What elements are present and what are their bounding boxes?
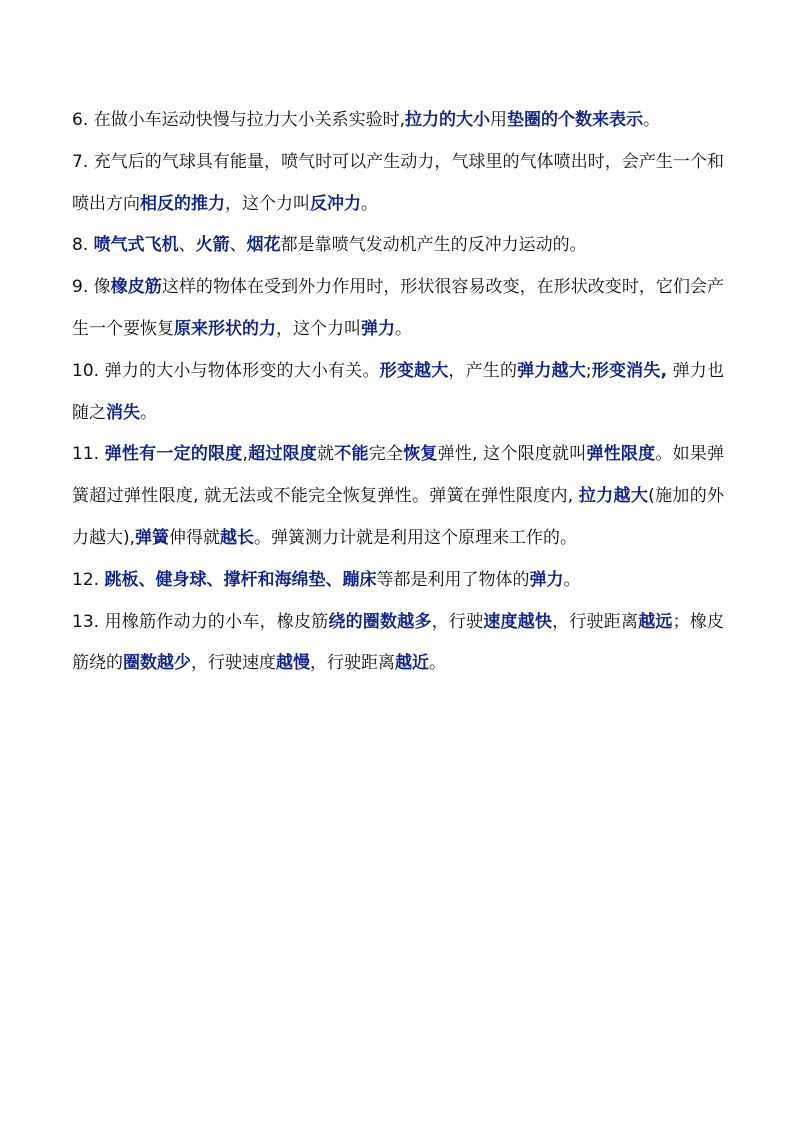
note-text: ，这个力叫	[225, 193, 310, 214]
highlighted-term: 越近	[395, 653, 429, 674]
note-text: ，行驶距离	[552, 611, 639, 632]
highlighted-term: 喷气式飞机	[93, 235, 179, 256]
highlighted-term: 弹性有一定的限度	[104, 444, 243, 465]
highlighted-term: 圈数越少	[123, 653, 191, 674]
note-item-11	[72, 434, 724, 559]
note-text: 。	[395, 318, 412, 339]
note-item-10	[72, 351, 724, 435]
note-text: 完全	[368, 444, 404, 465]
highlighted-term: 反冲力	[310, 193, 361, 214]
note-text: (施加的外力越大),	[72, 486, 725, 548]
highlighted-term: 弹力越大	[517, 360, 586, 381]
note-text: 。	[140, 402, 157, 423]
highlighted-term: 速度越快	[483, 611, 553, 632]
note-text: 弹力也随之	[72, 360, 724, 423]
note-text: ，这个力叫	[276, 318, 361, 339]
highlighted-term: 弹力	[529, 569, 564, 590]
highlighted-term: 消失	[106, 402, 140, 423]
note-text: 。	[361, 193, 378, 214]
highlighted-term: 拉力的大小	[405, 110, 491, 130]
highlighted-term: 越长	[220, 527, 255, 548]
note-text: 。	[429, 653, 446, 674]
note-text: 。如果弹簧超过弹性限度, 就无法或不能完全恢复弹性。弹簧在弹性限度内,	[72, 444, 725, 507]
note-item-8	[72, 225, 724, 267]
note-number: 12.	[72, 569, 100, 590]
note-text: ，行驶	[431, 611, 484, 632]
note-text: 都是靠喷气发动机产生的反冲力运动的。	[280, 235, 587, 256]
note-number: 6.	[72, 110, 89, 130]
highlighted-term: 绕的圈数越多	[328, 611, 432, 632]
highlighted-term: 橡皮筋	[110, 277, 162, 298]
highlighted-term: 形变消失	[591, 360, 661, 381]
highlighted-term: 弹力	[361, 318, 395, 339]
notes-list	[72, 100, 724, 685]
highlighted-term: 不能	[334, 444, 369, 465]
note-number: 11.	[72, 444, 100, 465]
document-page	[72, 100, 724, 685]
highlighted-term: 火箭	[195, 235, 230, 256]
note-item-13	[72, 602, 724, 686]
highlighted-term: 相反的推力	[140, 193, 225, 214]
highlighted-term: 超过限度	[247, 444, 318, 465]
highlighted-term: 恢复	[403, 444, 438, 465]
note-text: 、	[229, 235, 247, 256]
note-number: 8.	[72, 235, 89, 256]
highlighted-term: 垫圈的个数来表示	[507, 110, 644, 130]
highlighted-term: 弹簧	[135, 527, 170, 548]
note-text: 等都是利用了物体的	[376, 569, 530, 590]
note-text: 、	[178, 235, 196, 256]
note-item-7	[72, 142, 724, 226]
note-number: 9.	[72, 277, 89, 298]
highlighted-term: 跳板、健身球、撑杆和海绵垫、蹦床	[104, 569, 377, 590]
note-text: 充气后的气球具有能量，喷气时可以产生动力，气球里的气体喷出时，会产生一个和喷出方向	[72, 151, 724, 214]
note-text: 在做小车运动快慢与拉力大小关系实验时,	[88, 110, 406, 130]
note-text: 用	[490, 110, 508, 130]
note-text: 就	[317, 444, 335, 465]
note-text: 这样的物体在受到外力作用时，形状很容易改变，在形状改变时，它们会产生一个要恢复	[72, 277, 725, 339]
note-text: 像	[88, 277, 111, 298]
note-text: 。	[643, 110, 661, 130]
highlighted-term: 弹性限度	[586, 444, 656, 465]
highlighted-term: 烟花	[246, 235, 281, 256]
note-text: ,	[242, 444, 248, 465]
note-text: 用橡筋作动力的小车，橡皮筋	[99, 611, 329, 632]
highlighted-term: 越慢	[276, 653, 310, 674]
note-text: 。弹簧测力计就是利用这个原理来工作的。	[254, 527, 578, 548]
note-number: 13.	[72, 611, 100, 632]
note-text: ，产生的	[448, 360, 518, 381]
note-item-12	[72, 560, 724, 602]
note-number: 7.	[72, 151, 89, 172]
note-text: 弹性, 这个限度就叫	[437, 444, 587, 465]
note-text: ;	[585, 360, 592, 381]
highlighted-term: ,	[660, 360, 668, 381]
note-text: ；橡皮筋绕的	[72, 611, 725, 674]
note-text: ，行驶距离	[310, 653, 395, 674]
note-text: 伸得就	[169, 527, 221, 548]
highlighted-term: 拉力越大	[578, 486, 649, 507]
highlighted-term: 原来形状的力	[174, 318, 276, 339]
note-text: ，行驶速度	[191, 653, 276, 674]
note-text: 。	[563, 569, 581, 590]
note-text: 弹力的大小与物体形变的大小有关。	[99, 360, 380, 381]
note-item-9	[72, 267, 724, 351]
highlighted-term: 形变越大	[379, 360, 449, 381]
note-item-6	[72, 100, 724, 142]
note-number: 10.	[72, 360, 100, 381]
highlighted-term: 越远	[638, 611, 673, 632]
